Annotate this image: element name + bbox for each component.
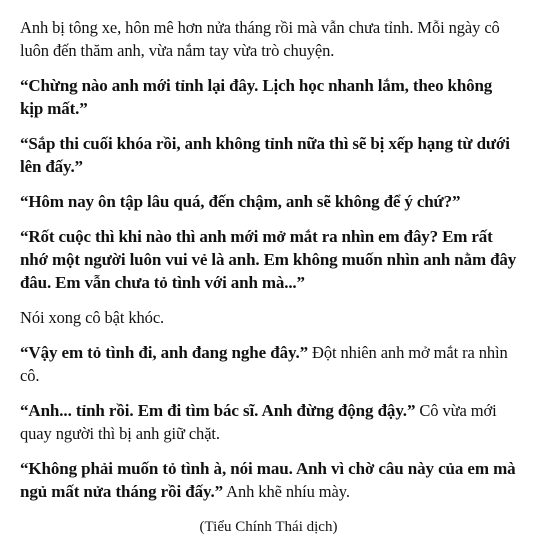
dialogue-text: “Anh... tỉnh rồi. Em đi tìm bác sĩ. Anh đừng động đậy.”: [20, 401, 416, 420]
paragraph-narration: [20, 306, 517, 329]
paragraph-quote-1: [20, 74, 517, 120]
paragraph-quote-5: [20, 341, 517, 387]
dialogue-text: “Rốt cuộc thì khi nào thì anh mới mở mắt ra nhìn em đây? Em rất nhớ một người luôn vui vẻ là anh. Em không muốn nhìn anh nằm đây đâu. Em vẫn chưa tỏ tình với anh mà...”: [20, 227, 517, 292]
dialogue-text: “Không phải muốn tỏ tình à, nói mau. Anh vì chờ câu này của em mà ngủ mất nửa tháng rồi đấy.”: [20, 459, 516, 501]
narration-text: Đột nhiên anh mở mắt ra nhìn cô.: [20, 343, 508, 385]
translator-credit: (Tiểu Chính Thái dịch): [199, 519, 338, 535]
paragraph-intro: [20, 16, 517, 62]
narration-text: Anh bị tông xe, hôn mê hơn nửa tháng rồi mà vẫn chưa tỉnh. Mỗi ngày cô luôn đến thăm anh, vừa nắm tay vừa trò chuyện.: [20, 18, 500, 60]
paragraph-quote-7: [20, 457, 517, 503]
narration-text: Cô vừa mới quay người thì bị anh giữ chặt.: [20, 401, 497, 443]
narration-text: Nói xong cô bật khóc.: [20, 308, 165, 327]
dialogue-text: “Hôm nay ôn tập lâu quá, đến chậm, anh sẽ không để ý chứ?”: [20, 192, 461, 211]
paragraph-quote-6: [20, 399, 517, 445]
dialogue-text: “Chừng nào anh mới tỉnh lại đây. Lịch học nhanh lắm, theo không kịp mất.”: [20, 76, 493, 118]
paragraph-quote-3: [20, 190, 517, 213]
paragraph-quote-4: [20, 225, 517, 294]
paragraph-quote-2: [20, 132, 517, 178]
dialogue-text: “Sắp thi cuối khóa rồi, anh không tỉnh nữa thì sẽ bị xếp hạng từ dưới lên đấy.”: [20, 134, 510, 176]
dialogue-text: “Vậy em tỏ tình đi, anh đang nghe đây.”: [20, 343, 309, 362]
narration-text: Anh khẽ nhíu mày.: [223, 482, 350, 501]
